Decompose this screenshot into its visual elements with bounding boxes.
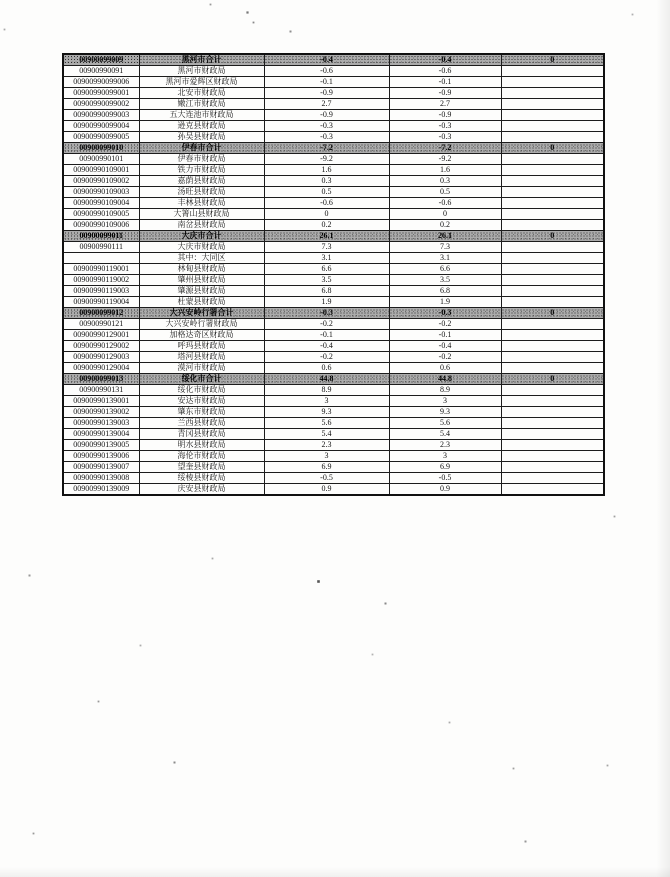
value2-cell: -0.3 <box>389 132 501 143</box>
value3-cell <box>501 484 604 496</box>
value1-cell: -0.9 <box>264 110 389 121</box>
value3-cell: 0 <box>501 231 604 242</box>
code-cell: 00900990139008 <box>63 473 139 484</box>
value1-cell: 6.6 <box>264 264 389 275</box>
value2-cell: 26.1 <box>389 231 501 242</box>
value3-cell <box>501 176 604 187</box>
value1-cell: -0.2 <box>264 352 389 363</box>
code-cell: 00900990121 <box>63 319 139 330</box>
value1-cell: 6.8 <box>264 286 389 297</box>
table-row <box>63 165 604 176</box>
value3-cell <box>501 209 604 220</box>
bureau-name-cell: 肇东市财政局 <box>139 407 264 418</box>
value3-cell <box>501 66 604 77</box>
value3-cell <box>501 429 604 440</box>
bureau-name-cell: 绥棱县财政局 <box>139 473 264 484</box>
bureau-name-cell: 明水县财政局 <box>139 440 264 451</box>
table-row <box>63 99 604 110</box>
bureau-name-cell: 孙吴县财政局 <box>139 132 264 143</box>
value3-cell <box>501 154 604 165</box>
value3-cell <box>501 220 604 231</box>
code-cell: 00900099009 <box>63 54 139 66</box>
value3-cell <box>501 286 604 297</box>
code-cell: 00900990109001 <box>63 165 139 176</box>
code-cell <box>63 253 139 264</box>
value1-cell: -0.3 <box>264 132 389 143</box>
value3-cell <box>501 330 604 341</box>
table-row <box>63 407 604 418</box>
value2-cell: 0.5 <box>389 187 501 198</box>
value2-cell: -0.1 <box>389 77 501 88</box>
value1-cell: -7.2 <box>264 143 389 154</box>
total-row <box>63 54 604 66</box>
value3-cell <box>501 165 604 176</box>
value1-cell: 7.3 <box>264 242 389 253</box>
value1-cell: 0.2 <box>264 220 389 231</box>
value1-cell: 0.3 <box>264 176 389 187</box>
code-cell: 00900990109005 <box>63 209 139 220</box>
code-cell: 00900990119004 <box>63 297 139 308</box>
table-row <box>63 363 604 374</box>
value2-cell: 0.3 <box>389 176 501 187</box>
value3-cell <box>501 352 604 363</box>
bureau-name-cell: 塔河县财政局 <box>139 352 264 363</box>
value3-cell: 0 <box>501 143 604 154</box>
value1-cell: 5.4 <box>264 429 389 440</box>
code-cell: 00900990139009 <box>63 484 139 496</box>
value2-cell: 0.2 <box>389 220 501 231</box>
table-row <box>63 352 604 363</box>
code-cell: 00900990099004 <box>63 121 139 132</box>
value3-cell <box>501 99 604 110</box>
value1-cell: 9.3 <box>264 407 389 418</box>
bureau-name-cell: 肇源县财政局 <box>139 286 264 297</box>
code-cell: 00900990129002 <box>63 341 139 352</box>
value1-cell: -0.9 <box>264 88 389 99</box>
scan-edge-bottom-shadow <box>0 867 670 877</box>
table-row <box>63 341 604 352</box>
value3-cell <box>501 242 604 253</box>
value3-cell <box>501 110 604 121</box>
bureau-name-cell: 林甸县财政局 <box>139 264 264 275</box>
bureau-name-cell: 庆安县财政局 <box>139 484 264 496</box>
value3-cell <box>501 440 604 451</box>
bureau-name-cell: 北安市财政局 <box>139 88 264 99</box>
bureau-name-cell: 杜蒙县财政局 <box>139 297 264 308</box>
code-cell: 00900990109006 <box>63 220 139 231</box>
code-cell: 00900990119001 <box>63 264 139 275</box>
table-row <box>63 418 604 429</box>
value2-cell: 5.6 <box>389 418 501 429</box>
table-row <box>63 198 604 209</box>
bureau-name-cell: 兰西县财政局 <box>139 418 264 429</box>
scan-noise-specks <box>0 0 1 1</box>
value3-cell: 0 <box>501 374 604 385</box>
code-cell: 00900990099005 <box>63 132 139 143</box>
value1-cell: -0.5 <box>264 473 389 484</box>
table-row <box>63 121 604 132</box>
value3-cell <box>501 88 604 99</box>
value3-cell <box>501 341 604 352</box>
code-cell: 00900990139006 <box>63 451 139 462</box>
value1-cell: 8.9 <box>264 385 389 396</box>
value1-cell: -0.6 <box>264 198 389 209</box>
code-cell: 00900990111 <box>63 242 139 253</box>
table-row <box>63 154 604 165</box>
code-cell: 00900099010 <box>63 143 139 154</box>
value1-cell: 2.3 <box>264 440 389 451</box>
bureau-name-cell: 绥化市合计 <box>139 374 264 385</box>
code-cell: 00900990091 <box>63 66 139 77</box>
total-row <box>63 143 604 154</box>
value2-cell: 3.1 <box>389 253 501 264</box>
value1-cell: -9.2 <box>264 154 389 165</box>
value2-cell: 8.9 <box>389 385 501 396</box>
total-row <box>63 231 604 242</box>
code-cell: 00900099012 <box>63 308 139 319</box>
value3-cell <box>501 297 604 308</box>
code-cell: 00900990099001 <box>63 88 139 99</box>
value3-cell <box>501 363 604 374</box>
value3-cell <box>501 77 604 88</box>
table-row <box>63 385 604 396</box>
value2-cell: -0.9 <box>389 88 501 99</box>
code-cell: 00900990139004 <box>63 429 139 440</box>
bureau-name-cell: 呼玛县财政局 <box>139 341 264 352</box>
bureau-name-cell: 其中：大同区 <box>139 253 264 264</box>
value3-cell <box>501 462 604 473</box>
code-cell: 00900990109002 <box>63 176 139 187</box>
bureau-name-cell: 青冈县财政局 <box>139 429 264 440</box>
bureau-name-cell: 南岔县财政局 <box>139 220 264 231</box>
table-row <box>63 473 604 484</box>
bureau-name-cell: 逊克县财政局 <box>139 121 264 132</box>
value1-cell: -0.2 <box>264 319 389 330</box>
table-row <box>63 275 604 286</box>
value3-cell <box>501 275 604 286</box>
table-row <box>63 264 604 275</box>
table-row <box>63 220 604 231</box>
value1-cell: -0.4 <box>264 341 389 352</box>
value2-cell: -0.5 <box>389 473 501 484</box>
table-row <box>63 110 604 121</box>
bureau-name-cell: 嘉荫县财政局 <box>139 176 264 187</box>
code-cell: 00900990129003 <box>63 352 139 363</box>
value3-cell <box>501 473 604 484</box>
value3-cell: 0 <box>501 54 604 66</box>
bureau-name-cell: 安达市财政局 <box>139 396 264 407</box>
code-cell: 00900990109004 <box>63 198 139 209</box>
code-cell: 00900990139003 <box>63 418 139 429</box>
value1-cell: 0.9 <box>264 484 389 496</box>
value1-cell: -0.1 <box>264 77 389 88</box>
bureau-name-cell: 嫩江市财政局 <box>139 99 264 110</box>
table-row <box>63 66 604 77</box>
value2-cell: -0.2 <box>389 352 501 363</box>
value1-cell: 0.6 <box>264 363 389 374</box>
value2-cell: 1.9 <box>389 297 501 308</box>
value3-cell <box>501 451 604 462</box>
value1-cell: 1.9 <box>264 297 389 308</box>
value2-cell: 0 <box>389 209 501 220</box>
bureau-name-cell: 大庆市合计 <box>139 231 264 242</box>
table-row <box>63 451 604 462</box>
bureau-name-cell: 海伦市财政局 <box>139 451 264 462</box>
value2-cell: -0.4 <box>389 54 501 66</box>
table-row <box>63 77 604 88</box>
value1-cell: 5.6 <box>264 418 389 429</box>
value1-cell: 3 <box>264 451 389 462</box>
value2-cell: -0.3 <box>389 121 501 132</box>
value2-cell: 6.8 <box>389 286 501 297</box>
code-cell: 00900990119002 <box>63 275 139 286</box>
value2-cell: -0.2 <box>389 319 501 330</box>
table-row <box>63 462 604 473</box>
value1-cell: 44.8 <box>264 374 389 385</box>
value1-cell: 2.7 <box>264 99 389 110</box>
value2-cell: 0.6 <box>389 363 501 374</box>
total-row <box>63 374 604 385</box>
value3-cell <box>501 198 604 209</box>
table-row <box>63 187 604 198</box>
value1-cell: -0.3 <box>264 121 389 132</box>
bureau-name-cell: 绥化市财政局 <box>139 385 264 396</box>
bureau-name-cell: 望奎县财政局 <box>139 462 264 473</box>
bureau-name-cell: 大兴安岭行署合计 <box>139 308 264 319</box>
value2-cell: -0.3 <box>389 308 501 319</box>
value3-cell <box>501 121 604 132</box>
value2-cell: 9.3 <box>389 407 501 418</box>
total-row <box>63 308 604 319</box>
table-row <box>63 88 604 99</box>
finance-table-body <box>63 54 604 495</box>
value1-cell: 0 <box>264 209 389 220</box>
value2-cell: 0.9 <box>389 484 501 496</box>
value2-cell: 6.9 <box>389 462 501 473</box>
value1-cell: 6.9 <box>264 462 389 473</box>
table-row <box>63 176 604 187</box>
value1-cell: -0.3 <box>264 308 389 319</box>
code-cell: 00900990139007 <box>63 462 139 473</box>
code-cell: 00900990101 <box>63 154 139 165</box>
bureau-name-cell: 伊春市财政局 <box>139 154 264 165</box>
value2-cell: 7.3 <box>389 242 501 253</box>
value2-cell: 5.4 <box>389 429 501 440</box>
bureau-name-cell: 大箐山县财政局 <box>139 209 264 220</box>
bureau-name-cell: 黑河市财政局 <box>139 66 264 77</box>
value2-cell: -9.2 <box>389 154 501 165</box>
value3-cell <box>501 264 604 275</box>
table-row <box>63 330 604 341</box>
value2-cell: 3.5 <box>389 275 501 286</box>
table-row <box>63 396 604 407</box>
code-cell: 00900990139001 <box>63 396 139 407</box>
table-row <box>63 319 604 330</box>
value2-cell: -0.1 <box>389 330 501 341</box>
table-row <box>63 297 604 308</box>
code-cell: 00900990129004 <box>63 363 139 374</box>
bureau-name-cell: 肇州县财政局 <box>139 275 264 286</box>
bureau-name-cell: 加格达奇区财政局 <box>139 330 264 341</box>
value1-cell: -0.4 <box>264 54 389 66</box>
table-row <box>63 286 604 297</box>
value2-cell: -7.2 <box>389 143 501 154</box>
value2-cell: -0.6 <box>389 66 501 77</box>
value2-cell: 3 <box>389 396 501 407</box>
value2-cell: 3 <box>389 451 501 462</box>
bureau-name-cell: 黑河市合计 <box>139 54 264 66</box>
value2-cell: 1.6 <box>389 165 501 176</box>
code-cell: 00900990131 <box>63 385 139 396</box>
code-cell: 00900990129001 <box>63 330 139 341</box>
value2-cell: 2.7 <box>389 99 501 110</box>
table-row <box>63 484 604 496</box>
bureau-name-cell: 五大连池市财政局 <box>139 110 264 121</box>
code-cell: 00900990139002 <box>63 407 139 418</box>
scan-edge-right-shadow <box>656 0 670 877</box>
bureau-name-cell: 大兴安岭行署财政局 <box>139 319 264 330</box>
table-row <box>63 209 604 220</box>
value1-cell: 3.1 <box>264 253 389 264</box>
table-row <box>63 253 604 264</box>
value3-cell <box>501 385 604 396</box>
value2-cell: 2.3 <box>389 440 501 451</box>
value1-cell: 26.1 <box>264 231 389 242</box>
code-cell: 00900990099006 <box>63 77 139 88</box>
finance-data-table <box>62 53 605 496</box>
value2-cell: 6.6 <box>389 264 501 275</box>
value1-cell: 3.5 <box>264 275 389 286</box>
code-cell: 00900990099003 <box>63 110 139 121</box>
value2-cell: -0.6 <box>389 198 501 209</box>
bureau-name-cell: 汤旺县财政局 <box>139 187 264 198</box>
value1-cell: -0.6 <box>264 66 389 77</box>
value3-cell: 0 <box>501 308 604 319</box>
code-cell: 00900990139005 <box>63 440 139 451</box>
code-cell: 00900990099002 <box>63 99 139 110</box>
value3-cell <box>501 418 604 429</box>
bureau-name-cell: 伊春市合计 <box>139 143 264 154</box>
code-cell: 00900099013 <box>63 374 139 385</box>
bureau-name-cell: 漠河市财政局 <box>139 363 264 374</box>
value2-cell: -0.4 <box>389 341 501 352</box>
value2-cell: 44.8 <box>389 374 501 385</box>
value3-cell <box>501 187 604 198</box>
value1-cell: -0.1 <box>264 330 389 341</box>
table-row <box>63 242 604 253</box>
value1-cell: 3 <box>264 396 389 407</box>
value1-cell: 1.6 <box>264 165 389 176</box>
bureau-name-cell: 黑河市爱辉区财政局 <box>139 77 264 88</box>
table-row <box>63 440 604 451</box>
value3-cell <box>501 319 604 330</box>
value3-cell <box>501 396 604 407</box>
code-cell: 00900990119003 <box>63 286 139 297</box>
value3-cell <box>501 253 604 264</box>
value2-cell: -0.9 <box>389 110 501 121</box>
code-cell: 00900099011 <box>63 231 139 242</box>
value1-cell: 0.5 <box>264 187 389 198</box>
table-row <box>63 429 604 440</box>
bureau-name-cell: 大庆市财政局 <box>139 242 264 253</box>
code-cell: 00900990109003 <box>63 187 139 198</box>
value3-cell <box>501 407 604 418</box>
value3-cell <box>501 132 604 143</box>
table-row <box>63 132 604 143</box>
bureau-name-cell: 丰林县财政局 <box>139 198 264 209</box>
bureau-name-cell: 铁力市财政局 <box>139 165 264 176</box>
